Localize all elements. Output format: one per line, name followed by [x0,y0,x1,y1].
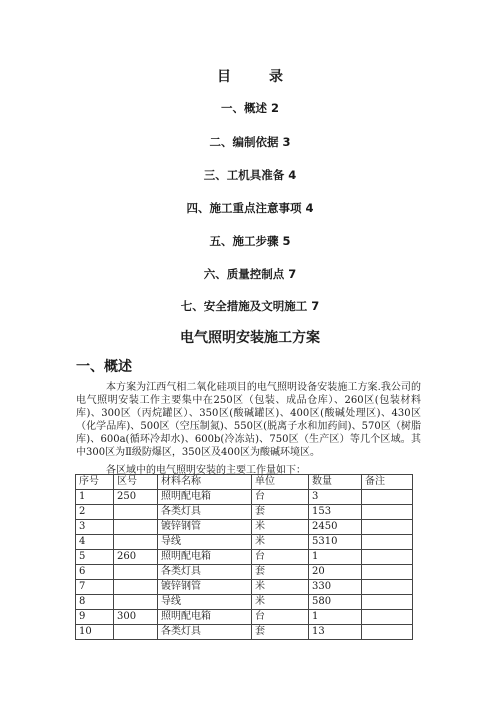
toc-item-quality[interactable]: 六、质量控制点 7 [203,267,297,281]
cell-index: 10 [76,625,114,640]
table-row [76,595,413,610]
cell-unit: 套 [252,625,309,640]
table-row [76,580,413,595]
cell-index: 4 [76,535,114,550]
cell-index: 7 [76,580,114,595]
cell-area: 250 [114,490,158,505]
cell-remark [362,505,413,520]
document-title: 电气照明安装施工方案 [180,330,320,346]
header-index: 序号 [76,475,114,490]
cell-index: 8 [76,595,114,610]
toc-item-overview[interactable]: 一、概述 2 [220,101,279,115]
table-row [76,550,413,565]
toc-item-safety[interactable]: 七、安全措施及文明施工 7 [180,299,320,313]
toc-item-precautions[interactable]: 四、施工重点注意事项 4 [186,201,314,215]
cell-material: 导线 [158,535,252,550]
header-material: 材料名称 [158,475,252,490]
cell-remark [362,520,413,535]
cell-quantity: 1 [309,610,362,625]
header-unit: 单位 [252,475,309,490]
toc-item-steps[interactable]: 五、施工步骤 5 [209,234,291,248]
toc-item-basis[interactable]: 二、编制依据 3 [209,135,291,149]
cell-material: 各类灯具 [158,565,252,580]
cell-area [114,505,158,520]
table-row [76,610,413,625]
cell-index: 3 [76,520,114,535]
cell-material: 各类灯具 [158,625,252,640]
cell-quantity: 13 [309,625,362,640]
header-area: 区号 [114,475,158,490]
table-row [76,565,413,580]
table-header-row [76,475,413,490]
table-row [76,490,413,505]
cell-quantity: 5310 [309,535,362,550]
cell-unit: 台 [252,550,309,565]
cell-unit: 米 [252,535,309,550]
cell-remark [362,550,413,565]
cell-material: 镀锌钢管 [158,580,252,595]
header-quantity: 数量 [309,475,362,490]
table-intro: 各区域中的电气照明安装的主要工作量如下： [106,465,306,476]
cell-quantity: 580 [309,595,362,610]
cell-unit: 米 [252,580,309,595]
cell-material: 照明配电箱 [158,490,252,505]
table-row [76,625,413,640]
cell-area [114,625,158,640]
cell-quantity: 3 [309,490,362,505]
cell-remark [362,490,413,505]
cell-index: 6 [76,565,114,580]
overview-paragraph: 本方案为江西气相二氧化硅项目的电气照明设备安装施工方案.我公司的电气照明安装工作主要集中在250区（包装、成品仓库）、260区(包装材料库)、300区（丙烷罐区）、350区(酸碱罐区)、400区(酸碱处理区)、430区（化学品库)、500区（空压制氮)、550区(脱离子水和加药间)、570区（树脂库)、600a(循环冷却水)、600b(冷冻站)、750区（生产区）等几个区域。其中300区为Ⅱ级防爆区，350区及400区为酸碱环境区。 [76,382,421,458]
cell-area [114,595,158,610]
cell-unit: 台 [252,490,309,505]
table-row [76,535,413,550]
cell-remark [362,625,413,640]
cell-index: 2 [76,505,114,520]
cell-remark [362,610,413,625]
toc-item-tools[interactable]: 三、工机具准备 4 [203,168,297,182]
table-row [76,505,413,520]
cell-unit: 台 [252,610,309,625]
cell-material: 镀锌钢管 [158,520,252,535]
cell-index: 1 [76,490,114,505]
cell-area: 300 [114,610,158,625]
section-heading-overview: 一、概述 [76,359,132,375]
table-row [76,520,413,535]
cell-area: 260 [114,550,158,565]
cell-material: 照明配电箱 [158,550,252,565]
workload-table [75,474,413,640]
cell-material: 各类灯具 [158,505,252,520]
toc-title: 目 录 [217,69,295,85]
cell-quantity: 20 [309,565,362,580]
cell-remark [362,565,413,580]
table-body [76,490,413,640]
cell-material: 导线 [158,595,252,610]
cell-area [114,535,158,550]
cell-index: 5 [76,550,114,565]
cell-unit: 米 [252,520,309,535]
cell-quantity: 153 [309,505,362,520]
cell-quantity: 330 [309,580,362,595]
cell-unit: 套 [252,565,309,580]
cell-unit: 套 [252,505,309,520]
cell-area [114,565,158,580]
cell-quantity: 2450 [309,520,362,535]
cell-remark [362,580,413,595]
header-remark: 备注 [362,475,413,490]
cell-area [114,580,158,595]
cell-area [114,520,158,535]
cell-material: 照明配电箱 [158,610,252,625]
cell-remark [362,595,413,610]
cell-quantity: 1 [309,550,362,565]
cell-unit: 米 [252,595,309,610]
cell-remark [362,535,413,550]
cell-index: 9 [76,610,114,625]
